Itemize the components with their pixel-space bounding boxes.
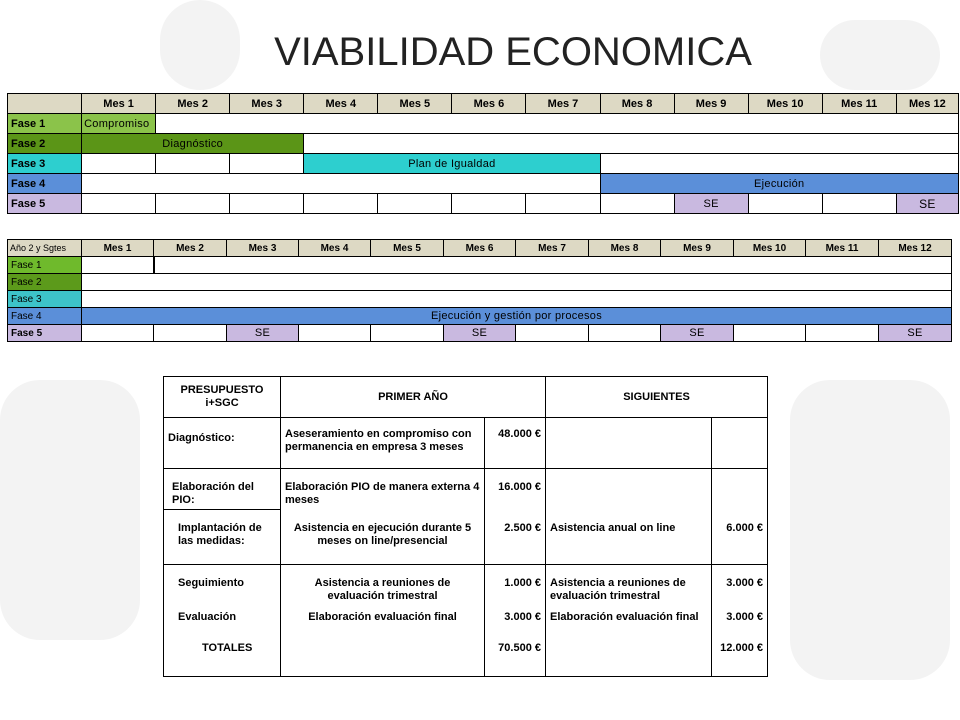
page-title: VIABILIDAD ECONOMICA — [274, 30, 752, 74]
budget-row — [164, 510, 768, 565]
phase-label: Fase 4 — [8, 174, 82, 194]
month-header: Mes 11 — [822, 94, 896, 114]
gantt-row — [8, 154, 959, 174]
empty-cell — [378, 194, 452, 214]
amount-cell — [712, 469, 768, 510]
empty-cell — [156, 114, 959, 134]
budget-totals-row — [164, 626, 768, 677]
desc-cell: Aseseramiento en compromiso con permanencia en empresa 3 meses — [281, 418, 485, 469]
bar-se: SE — [879, 325, 952, 342]
month-header: Mes 2 — [156, 94, 230, 114]
phase-label: Fase 3 — [8, 291, 82, 308]
month-header: Mes 1 — [82, 94, 156, 114]
desc-cell: Asistencia anual on line — [546, 510, 712, 565]
month-header: Mes 7 — [526, 94, 600, 114]
gantt-row — [8, 134, 959, 154]
amount-cell: 6.000 € — [712, 510, 768, 565]
empty-cell — [304, 134, 959, 154]
empty-cell — [82, 274, 952, 291]
month-header: Mes 3 — [227, 240, 299, 257]
gantt-row — [8, 291, 952, 308]
desc-cell: Elaboración evaluación final — [281, 605, 485, 626]
month-header: Mes 8 — [589, 240, 661, 257]
empty-cell — [371, 325, 444, 342]
gantt-row — [8, 114, 959, 134]
empty-cell — [154, 257, 952, 274]
month-header: Mes 9 — [674, 94, 748, 114]
desc-cell: Elaboración evaluación final — [546, 605, 712, 626]
desc-cell: Asistencia en ejecución durante 5 meses on line/presencial — [281, 510, 485, 565]
month-header: Mes 10 — [748, 94, 822, 114]
bar-se: SE — [896, 194, 958, 214]
bar-diagnostico: Diagnóstico — [82, 134, 304, 154]
phase-label: Fase 3 — [8, 154, 82, 174]
budget-header: PRIMER AÑO — [281, 377, 546, 418]
desc-cell — [546, 469, 712, 510]
month-header: Mes 4 — [299, 240, 371, 257]
gantt-header-row — [8, 94, 959, 114]
gantt-row — [8, 325, 952, 342]
month-header: Mes 12 — [879, 240, 952, 257]
header-corner — [8, 94, 82, 114]
empty-cell — [82, 325, 154, 342]
amount-cell — [712, 418, 768, 469]
month-header: Mes 5 — [371, 240, 444, 257]
desc-cell: Asistencia a reuniones de evaluación trimestral — [281, 565, 485, 606]
gantt-year-2 — [7, 239, 952, 342]
phase-label: Fase 1 — [8, 257, 82, 274]
concept-cell: Diagnóstico: — [164, 418, 281, 469]
budget-header: PRESUPUESTO i+SGC — [164, 377, 281, 418]
desc-cell: Elaboración PIO de manera externa 4 meses — [281, 469, 485, 510]
total-amount: 12.000 € — [712, 626, 768, 677]
phase-label: Fase 2 — [8, 274, 82, 291]
month-header: Mes 5 — [378, 94, 452, 114]
concept-cell: Evaluación — [164, 605, 281, 626]
amount-cell: 3.000 € — [712, 605, 768, 626]
empty-cell — [82, 174, 600, 194]
month-header: Mes 10 — [734, 240, 806, 257]
month-header: Mes 9 — [661, 240, 734, 257]
empty-cell — [156, 194, 230, 214]
amount-cell: 1.000 € — [485, 565, 546, 606]
totals-label: TOTALES — [164, 626, 281, 677]
empty-cell — [299, 325, 371, 342]
gantt-year-1 — [7, 93, 959, 214]
empty-cell — [230, 154, 304, 174]
month-header: Mes 6 — [444, 240, 516, 257]
budget-row — [164, 469, 768, 510]
empty-cell — [822, 194, 896, 214]
amount-cell: 16.000 € — [485, 469, 546, 510]
empty-cell — [600, 194, 674, 214]
empty-cell — [82, 194, 156, 214]
concept-cell: Elaboración del PIO: — [164, 469, 281, 510]
amount-cell: 2.500 € — [485, 510, 546, 565]
header-corner: Año 2 y Sgtes — [8, 240, 82, 257]
empty-cell — [526, 194, 600, 214]
bar-plan-igualdad: Plan de Igualdad — [304, 154, 600, 174]
month-header: Mes 8 — [600, 94, 674, 114]
month-header: Mes 7 — [516, 240, 589, 257]
budget-table — [163, 376, 768, 677]
budget-row — [164, 418, 768, 469]
phase-label: Fase 5 — [8, 194, 82, 214]
empty-cell — [734, 325, 806, 342]
empty-cell — [546, 626, 712, 677]
amount-cell: 48.000 € — [485, 418, 546, 469]
bar-ejecucion-gestion: Ejecución y gestión por procesos — [82, 308, 952, 325]
gantt-header-row — [8, 240, 952, 257]
month-header: Mes 3 — [230, 94, 304, 114]
budget-row — [164, 565, 768, 606]
total-amount: 70.500 € — [485, 626, 546, 677]
month-header: Mes 6 — [452, 94, 526, 114]
bar-se: SE — [444, 325, 516, 342]
month-header: Mes 4 — [304, 94, 378, 114]
empty-cell — [281, 626, 485, 677]
background-decoration — [790, 380, 950, 680]
empty-cell — [452, 194, 526, 214]
empty-cell — [82, 154, 156, 174]
concept-cell: Implantación de las medidas: — [164, 510, 281, 565]
concept-cell: Seguimiento — [164, 565, 281, 606]
amount-cell: 3.000 € — [485, 605, 546, 626]
empty-cell — [82, 257, 154, 274]
desc-cell — [546, 418, 712, 469]
empty-cell — [806, 325, 879, 342]
budget-header: SIGUIENTES — [546, 377, 768, 418]
phase-label: Fase 5 — [8, 325, 82, 342]
background-decoration — [0, 380, 140, 640]
bar-se: SE — [661, 325, 734, 342]
phase-label: Fase 4 — [8, 308, 82, 325]
phase-label: Fase 2 — [8, 134, 82, 154]
empty-cell — [516, 325, 589, 342]
empty-cell — [304, 194, 378, 214]
empty-cell — [154, 325, 227, 342]
empty-cell — [230, 194, 304, 214]
budget-header-row — [164, 377, 768, 418]
budget-row — [164, 605, 768, 626]
empty-cell — [600, 154, 959, 174]
empty-cell — [748, 194, 822, 214]
gantt-row — [8, 257, 952, 274]
empty-cell — [156, 154, 230, 174]
month-header: Mes 2 — [154, 240, 227, 257]
bar-ejecucion: Ejecución — [600, 174, 959, 194]
gantt-row — [8, 274, 952, 291]
bar-se: SE — [674, 194, 748, 214]
month-header: Mes 11 — [806, 240, 879, 257]
bar-se: SE — [227, 325, 299, 342]
bar-compromiso: Compromiso — [82, 114, 156, 134]
amount-cell: 3.000 € — [712, 565, 768, 606]
gantt-row — [8, 194, 959, 214]
month-header: Mes 1 — [82, 240, 154, 257]
empty-cell — [82, 291, 952, 308]
gantt-row — [8, 174, 959, 194]
month-header: Mes 12 — [896, 94, 958, 114]
gantt-row — [8, 308, 952, 325]
phase-label: Fase 1 — [8, 114, 82, 134]
desc-cell: Asistencia a reuniones de evaluación trimestral — [546, 565, 712, 606]
empty-cell — [589, 325, 661, 342]
